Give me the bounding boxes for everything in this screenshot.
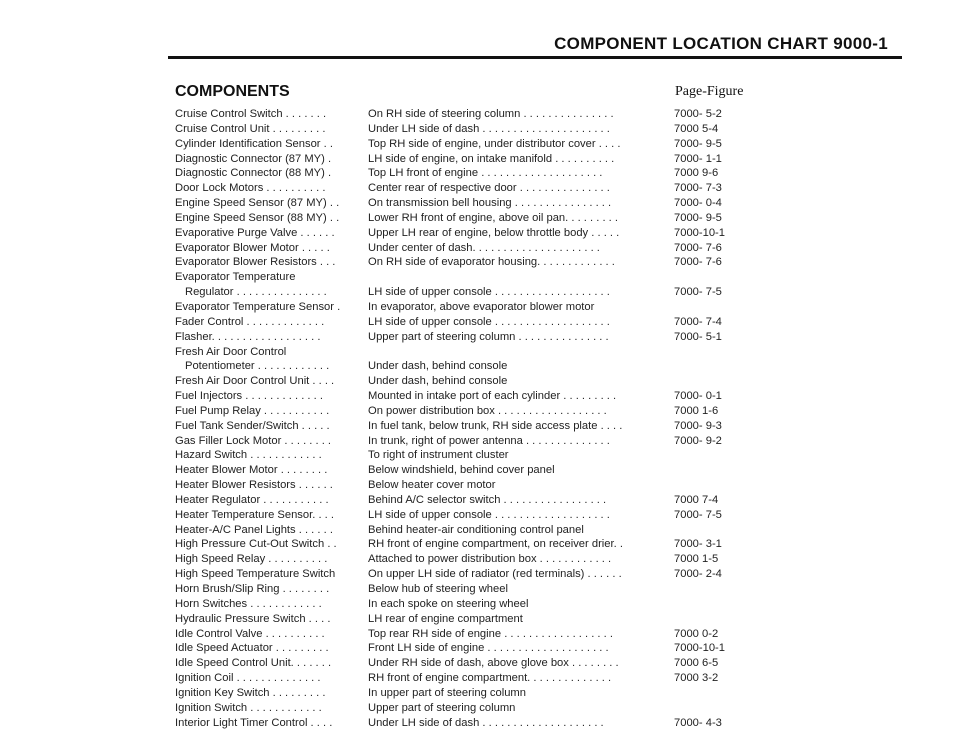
- table-row: [175, 315, 895, 330]
- component-list: [175, 107, 895, 730]
- page-figure-ref: 7000- 7-6: [674, 256, 722, 269]
- page-figure-ref: 7000 7-4: [674, 493, 719, 506]
- table-row: [175, 523, 895, 538]
- table-row: [175, 359, 895, 374]
- page-figure-ref: 7000 9-6: [674, 167, 719, 180]
- table-row: [175, 434, 895, 449]
- component-name: Engine Speed Sensor (87 MY) . .: [175, 197, 340, 210]
- component-location: In fuel tank, below trunk, RH side access plate . . . .: [368, 419, 623, 432]
- table-row: [175, 597, 895, 612]
- component-name: Diagnostic Connector (87 MY) .: [175, 152, 332, 165]
- page-figure-ref: 7000- 7-6: [674, 241, 722, 254]
- component-name: Regulator . . . . . . . . . . . . . . .: [185, 286, 327, 299]
- table-row: [175, 612, 895, 627]
- page-figure-ref: 7000- 9-5: [674, 137, 722, 150]
- table-row: [175, 537, 895, 552]
- table-row: [175, 166, 895, 181]
- component-name: Interior Light Timer Control . . . .: [175, 716, 333, 729]
- component-name: Fresh Air Door Control: [175, 345, 287, 358]
- component-location: In trunk, right of power antenna . . . . . . . . . . . . . .: [368, 434, 610, 447]
- page-figure-ref: 7000 0-2: [674, 627, 719, 640]
- component-name: Engine Speed Sensor (88 MY) . .: [175, 211, 340, 224]
- component-location: Mounted in intake port of each cylinder . . . . . . . . .: [368, 390, 617, 403]
- component-location: Under RH side of dash, above glove box . . . . . . . .: [368, 657, 619, 670]
- table-row: [175, 508, 895, 523]
- component-location: To right of instrument cluster: [368, 449, 509, 462]
- component-location: On power distribution box . . . . . . . . . . . . . . . . . .: [368, 404, 607, 417]
- page-figure-ref: 7000- 7-5: [674, 508, 722, 521]
- page-figure-ref: 7000- 0-4: [674, 197, 722, 210]
- component-name: Cruise Control Switch . . . . . . .: [175, 108, 327, 120]
- component-name: Ignition Coil . . . . . . . . . . . . . .: [175, 672, 321, 685]
- component-name: Fader Control . . . . . . . . . . . . .: [175, 315, 325, 328]
- component-name: High Speed Temperature Switch: [175, 568, 336, 581]
- table-row: [175, 448, 895, 463]
- table-row: [175, 374, 895, 389]
- component-name: Evaporator Blower Resistors . . .: [175, 256, 336, 269]
- table-row: [175, 152, 895, 167]
- component-name: Evaporative Purge Valve . . . . . .: [175, 226, 335, 239]
- page-figure-ref: 7000- 4-3: [674, 716, 722, 729]
- page-figure-ref: 7000- 7-4: [674, 315, 722, 328]
- page-title: COMPONENT LOCATION CHART 9000-1: [554, 34, 888, 53]
- component-name: Hydraulic Pressure Switch . . . .: [175, 612, 331, 625]
- table-row: [175, 330, 895, 345]
- page-figure-ref: 7000 6-5: [674, 657, 719, 670]
- table-row: [175, 493, 895, 508]
- component-name: Fresh Air Door Control Unit . . . .: [175, 375, 335, 388]
- page-figure-ref: 7000- 3-1: [674, 538, 722, 551]
- component-name: Horn Brush/Slip Ring . . . . . . . .: [175, 583, 330, 595]
- component-name: Idle Speed Actuator . . . . . . . . .: [175, 642, 329, 655]
- table-row: [175, 196, 895, 211]
- component-location: Upper part of steering column . . . . . . . . . . . . . . .: [368, 330, 609, 343]
- component-name: Potentiometer . . . . . . . . . . . .: [185, 360, 330, 373]
- table-row: [175, 656, 895, 671]
- table-row: [175, 300, 895, 315]
- component-name: Hazard Switch . . . . . . . . . . . .: [175, 449, 322, 462]
- component-location: Under dash, behind console: [368, 375, 508, 388]
- page-figure-ref: 7000- 9-5: [674, 211, 722, 224]
- page-figure-ref: 7000- 0-1: [674, 390, 722, 403]
- component-location: Under LH side of dash . . . . . . . . . . . . . . . . . . . .: [368, 716, 604, 729]
- component-location: In evaporator, above evaporator blower motor: [368, 300, 595, 313]
- component-name: Fuel Pump Relay . . . . . . . . . . .: [175, 404, 330, 417]
- table-row: [175, 404, 895, 419]
- component-location: Top RH side of engine, under distributor cover . . . .: [368, 137, 621, 150]
- component-location: Below windshield, behind cover panel: [368, 464, 555, 477]
- table-row: [175, 345, 895, 360]
- page-figure-ref: 7000- 7-5: [674, 286, 722, 299]
- component-name: Diagnostic Connector (88 MY) .: [175, 167, 332, 180]
- table-row: [175, 641, 895, 656]
- component-location: Center rear of respective door . . . . . . . . . . . . . . .: [368, 182, 610, 195]
- component-name: High Pressure Cut-Out Switch . .: [175, 538, 337, 551]
- component-name: Ignition Switch . . . . . . . . . . . .: [175, 701, 322, 714]
- component-location: Behind heater-air conditioning control panel: [368, 523, 584, 536]
- table-row: [175, 270, 895, 285]
- page-figure-label: Page-Figure: [675, 84, 744, 99]
- component-location: LH side of upper console . . . . . . . . . . . . . . . . . . .: [368, 315, 610, 328]
- page-figure-ref: 7000- 5-1: [674, 330, 722, 343]
- page-figure-ref: 7000 1-6: [674, 404, 719, 417]
- table-row: [175, 463, 895, 478]
- table-row: [175, 716, 895, 731]
- table-row: [175, 686, 895, 701]
- table-row: [175, 567, 895, 582]
- page-figure-ref: 7000 5-4: [674, 122, 719, 135]
- component-name: Door Lock Motors . . . . . . . . . .: [175, 182, 326, 195]
- component-location: On RH side of steering column . . . . . . . . . . . . . . .: [368, 108, 614, 120]
- component-name: Evaporator Temperature: [175, 271, 296, 284]
- component-name: Cruise Control Unit . . . . . . . . .: [175, 122, 326, 135]
- page-figure-ref: 7000- 1-1: [674, 152, 722, 165]
- component-name: Fuel Tank Sender/Switch . . . . .: [175, 419, 330, 432]
- page-figure-ref: 7000-10-1: [674, 642, 726, 655]
- page-figure-ref: 7000- 9-2: [674, 434, 722, 447]
- component-name: Idle Speed Control Unit. . . . . . .: [175, 657, 332, 670]
- page-figure-ref: 7000- 5-2: [674, 108, 722, 120]
- component-location: LH side of upper console . . . . . . . . . . . . . . . . . . .: [368, 286, 610, 299]
- component-location: RH front of engine compartment. . . . . . . . . . . . . .: [368, 672, 612, 685]
- table-row: [175, 285, 895, 300]
- component-location: RH front of engine compartment, on receiver drier. .: [368, 538, 623, 551]
- page-figure-ref: 7000 3-2: [674, 672, 719, 685]
- component-location: In upper part of steering column: [368, 686, 526, 699]
- table-row: [175, 552, 895, 567]
- table-row: [175, 241, 895, 256]
- component-name: Gas Filler Lock Motor . . . . . . . .: [175, 434, 332, 447]
- component-location: Below hub of steering wheel: [368, 583, 508, 595]
- table-row: [175, 137, 895, 152]
- component-location: Lower RH front of engine, above oil pan. . . . . . . . .: [368, 211, 618, 224]
- component-name: Cylinder Identification Sensor . .: [175, 137, 333, 150]
- component-name: Idle Control Valve . . . . . . . . . .: [175, 627, 325, 640]
- component-location: LH side of upper console . . . . . . . . . . . . . . . . . . .: [368, 508, 610, 521]
- component-location: Upper LH rear of engine, below throttle body . . . . .: [368, 226, 620, 239]
- table-row: [175, 181, 895, 196]
- component-location: Under center of dash. . . . . . . . . . . . . . . . . . . . .: [368, 241, 600, 254]
- component-name: Heater Regulator . . . . . . . . . . .: [175, 493, 329, 506]
- component-location: On RH side of evaporator housing. . . . . . . . . . . . .: [368, 256, 615, 269]
- table-row: [175, 211, 895, 226]
- component-name: Evaporator Blower Motor . . . . .: [175, 241, 330, 254]
- component-location: LH side of engine, on intake manifold . . . . . . . . . .: [368, 152, 615, 165]
- table-row: [175, 107, 895, 122]
- table-row: [175, 478, 895, 493]
- component-location: In each spoke on steering wheel: [368, 597, 529, 610]
- table-row: [175, 419, 895, 434]
- component-location: Top LH front of engine . . . . . . . . . . . . . . . . . . . .: [368, 167, 603, 180]
- table-row: [175, 226, 895, 241]
- component-name: Fuel Injectors . . . . . . . . . . . . .: [175, 390, 323, 403]
- page-figure-ref: 7000- 9-3: [674, 419, 722, 432]
- table-row: [175, 389, 895, 404]
- component-name: Heater Blower Resistors . . . . . .: [175, 479, 333, 492]
- component-name: Heater-A/C Panel Lights . . . . . .: [175, 523, 333, 536]
- page-figure-ref: 7000- 2-4: [674, 568, 722, 581]
- component-name: Horn Switches . . . . . . . . . . . .: [175, 597, 322, 610]
- component-location: On transmission bell housing . . . . . . . . . . . . . . . .: [368, 197, 612, 210]
- table-row: [175, 122, 895, 137]
- component-location: On upper LH side of radiator (red terminals) . . . . . .: [368, 568, 622, 581]
- component-name: Ignition Key Switch . . . . . . . . .: [175, 686, 326, 699]
- header-rule: [168, 56, 902, 59]
- table-row: [175, 701, 895, 716]
- component-location: Attached to power distribution box . . . . . . . . . . . .: [368, 553, 612, 566]
- table-row: [175, 255, 895, 270]
- component-location: Behind A/C selector switch . . . . . . . . . . . . . . . . .: [368, 493, 607, 506]
- table-row: [175, 671, 895, 686]
- section-title: COMPONENTS: [175, 83, 290, 100]
- page-figure-ref: 7000- 7-3: [674, 182, 722, 195]
- component-location: Below heater cover motor: [368, 479, 496, 492]
- table-row: [175, 582, 895, 597]
- component-location: LH rear of engine compartment: [368, 612, 523, 625]
- component-location: Upper part of steering column: [368, 701, 516, 714]
- table-row: [175, 627, 895, 642]
- component-name: Heater Blower Motor . . . . . . . .: [175, 464, 328, 477]
- component-location: Front LH side of engine . . . . . . . . . . . . . . . . . . . .: [368, 642, 609, 655]
- component-location: Under LH side of dash . . . . . . . . . . . . . . . . . . . . .: [368, 122, 610, 135]
- component-name: Heater Temperature Sensor. . . .: [175, 508, 334, 521]
- component-name: High Speed Relay . . . . . . . . . .: [175, 553, 328, 566]
- page-figure-ref: 7000 1-5: [674, 553, 719, 566]
- component-name: Flasher. . . . . . . . . . . . . . . . . .: [175, 330, 321, 343]
- component-location: Top rear RH side of engine . . . . . . . . . . . . . . . . . .: [368, 627, 613, 640]
- component-name: Evaporator Temperature Sensor .: [175, 300, 341, 313]
- page-figure-ref: 7000-10-1: [674, 226, 726, 239]
- component-location: Under dash, behind console: [368, 360, 508, 373]
